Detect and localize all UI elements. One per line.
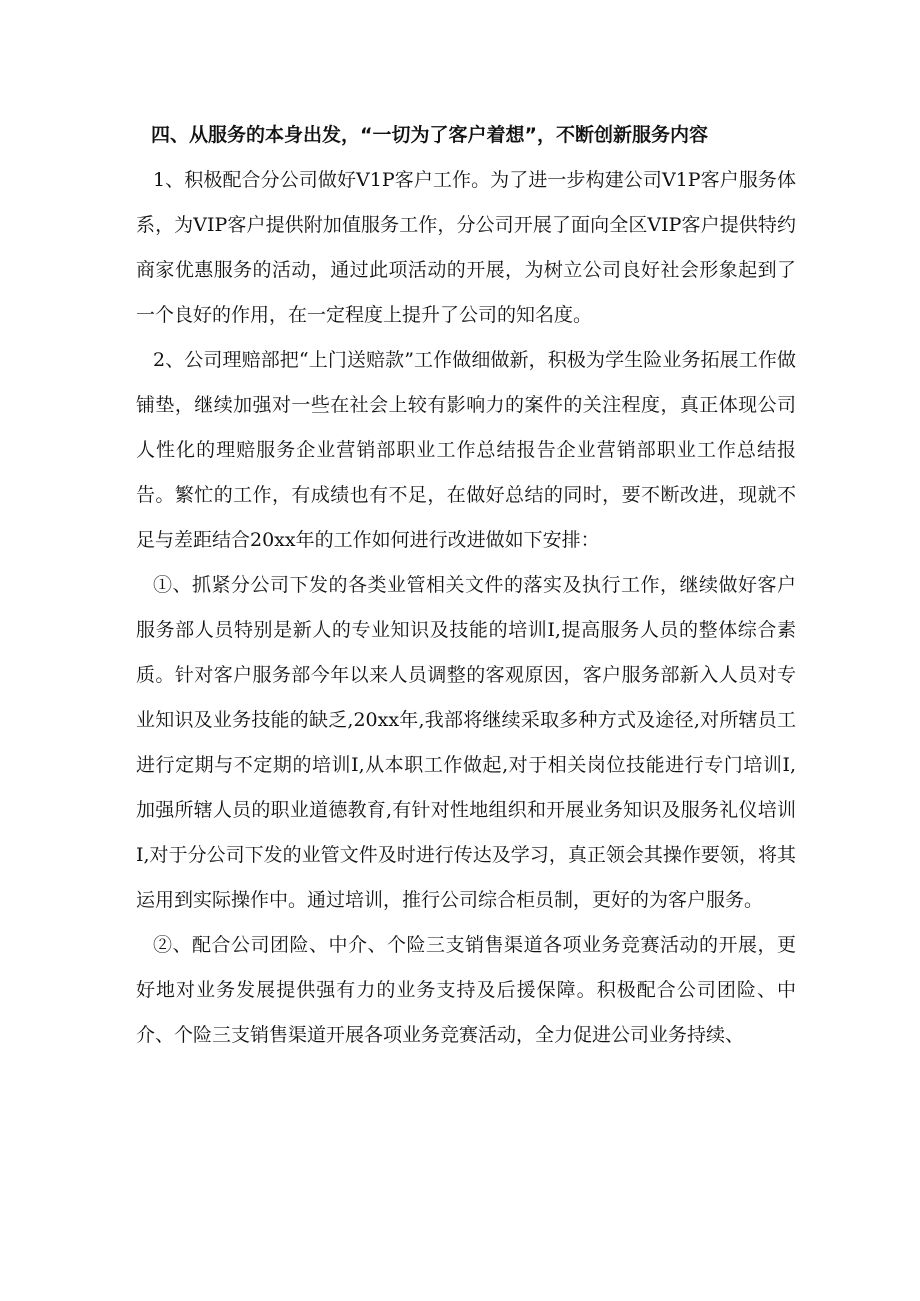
paragraph-vip-service: 1、积极配合分公司做好V1P客户工作。为了进一步构建公司V1P客户服务体系，为VIP客户提供附加值服务工作，分公司开展了面向全区VIP客户提供特约商家优惠服务的活动，通过此项活动的开展，为树立公司良好社会形象起到了一个良好的作用，在一定程度上提升了公司的知名度。: [136, 169, 796, 326]
paragraph-claims: 2、公司理赔部把“上门送赔款”工作做细做新，积极为学生险业务拓展工作做铺垫，继续加强对一些在社会上较有影响力的案件的关注程度，真正体现公司人性化的理赔服务企业营销部职业工作总结报告企业营销部职业工作总结报告。繁忙的工作，有成绩也有不足，在做好总结的同时，要不断改进，现就不足与差距结合20xx年的工作如何进行改进做如下安排：: [136, 349, 796, 551]
paragraph-training: ①、抓紧分公司下发的各类业管相关文件的落实及执行工作，继续做好客户服务部人员特别是新人的专业知识及技能的培训I,提高服务人员的整体综合素质。针对客户服务部今年以来人员调整的客观原因，客户服务部新入人员对专业知识及业务技能的缺乏,20xx年,我部将继续采取多种方式及途径,对所辖员工进行定期与不定期的培训I,从本职工作做起,对于相关岗位技能进行专门培训I,加强所辖人员的职业道德教育,有针对性地组织和开展业务知识及服务礼仪培训I,对于分公司下发的业管文件及时进行传达及学习，真正领会其操作要领，将其运用到实际操作中。通过培训，推行公司综合柜员制，更好的为客户服务。: [136, 574, 796, 911]
section-heading: 四、从服务的本身出发，“一切为了客户着想”，不断创新服务内容: [151, 124, 708, 146]
document-body: [136, 113, 796, 1058]
paragraph-sales-channels: ②、配合公司团险、中介、个险三支销售渠道各项业务竞赛活动的开展，更好地对业务发展提供强有力的业务支持及后援保障。积极配合公司团险、中介、个险三支销售渠道开展各项业务竞赛活动，全力促进公司业务持续、: [136, 934, 796, 1046]
